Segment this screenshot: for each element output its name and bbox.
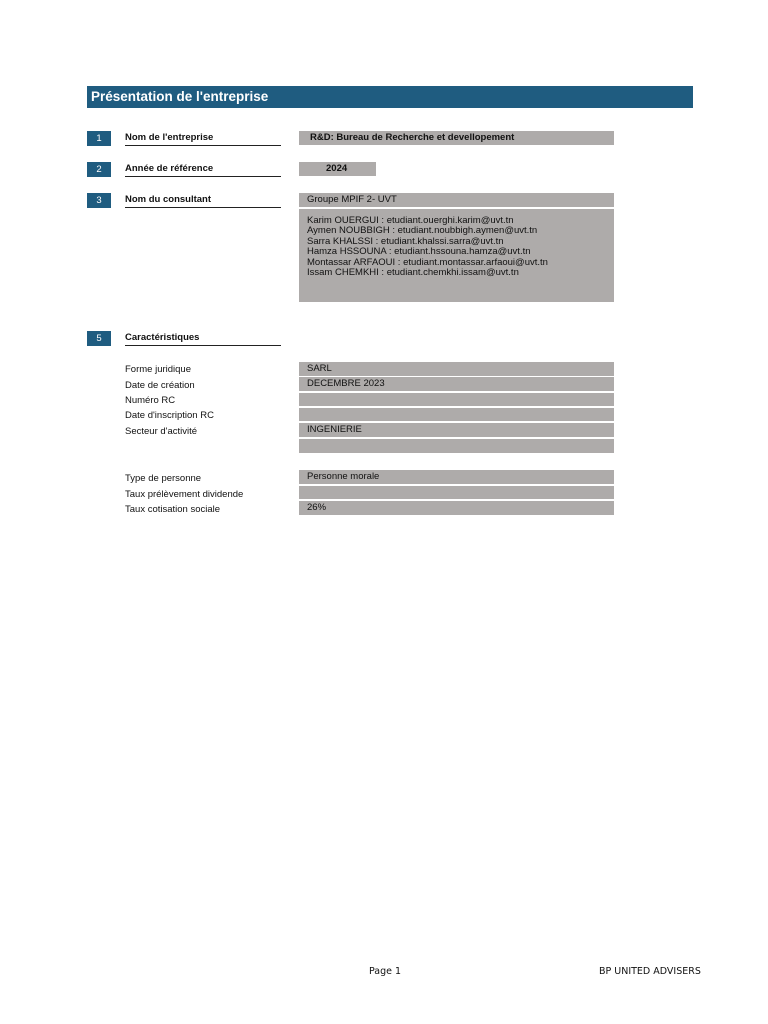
field-label-person-type: Type de personne [125,473,202,484]
field-label-rc-number: Numéro RC [125,395,176,406]
field-label-social-contribution-rate: Taux cotisation sociale [125,504,221,515]
consultant-line: Montassar ARFAOUI : etudiant.montassar.arfaoui@uvt.tn [307,256,548,268]
reference-year-value[interactable]: 2024 [299,162,376,176]
person-type-value[interactable]: Personne morale [299,470,614,484]
consultant-list[interactable] [299,209,614,302]
consultant-line: Hamza HSSOUNA : etudiant.hssouna.hamza@uvt.tn [307,246,531,258]
activity-sector-value[interactable]: INGENIERIE [299,423,614,437]
field-label-activity-sector: Secteur d'activité [125,426,198,437]
social-contribution-rate-value[interactable]: 26% [299,501,614,515]
rc-registration-date-value[interactable] [299,408,614,421]
field-label-dividend-rate: Taux prélèvement dividende [125,489,244,500]
section-label-consultant: Nom du consultant [125,194,281,208]
section-label-reference-year: Année de référence [125,163,281,177]
consultant-line: Sarra KHALSSI : etudiant.khalssi.sarra@uvt.tn [307,235,504,247]
dividend-rate-value[interactable] [299,486,614,499]
field-label-creation-date: Date de création [125,380,195,391]
consultant-line: Issam CHEMKHI : etudiant.chemkhi.issam@uvt.tn [307,267,519,279]
field-label-rc-registration-date: Date d'inscription RC [125,410,214,421]
rc-number-value[interactable] [299,393,614,406]
page-title: Présentation de l'entreprise [87,86,693,108]
company-name-value[interactable]: R&D: Bureau de Recherche et devellopement [299,131,614,145]
field-label-legal-form: Forme juridique [125,364,191,375]
consultant-line: Karim OUERGUI : etudiant.ouerghi.karim@uvt.tn [307,215,514,226]
section-number-1: 1 [87,131,111,146]
section-number-2: 2 [87,162,111,177]
legal-form-value[interactable]: SARL [299,362,614,376]
section-label-company-name: Nom de l'entreprise [125,132,281,146]
footer-company: BP UNITED ADVISERS [599,966,701,977]
consultant-group-value[interactable]: Groupe MPIF 2- UVT [299,193,614,207]
creation-date-value[interactable]: DECEMBRE 2023 [299,377,614,391]
section-number-3: 3 [87,193,111,208]
consultant-line: Aymen NOUBBIGH : etudiant.noubbigh.aymen@uvt.tn [307,225,538,237]
section-number-5: 5 [87,331,111,346]
extra-field-value[interactable] [299,439,614,453]
page-number: Page 1 [369,966,402,977]
section-label-characteristics: Caractéristiques [125,332,281,346]
